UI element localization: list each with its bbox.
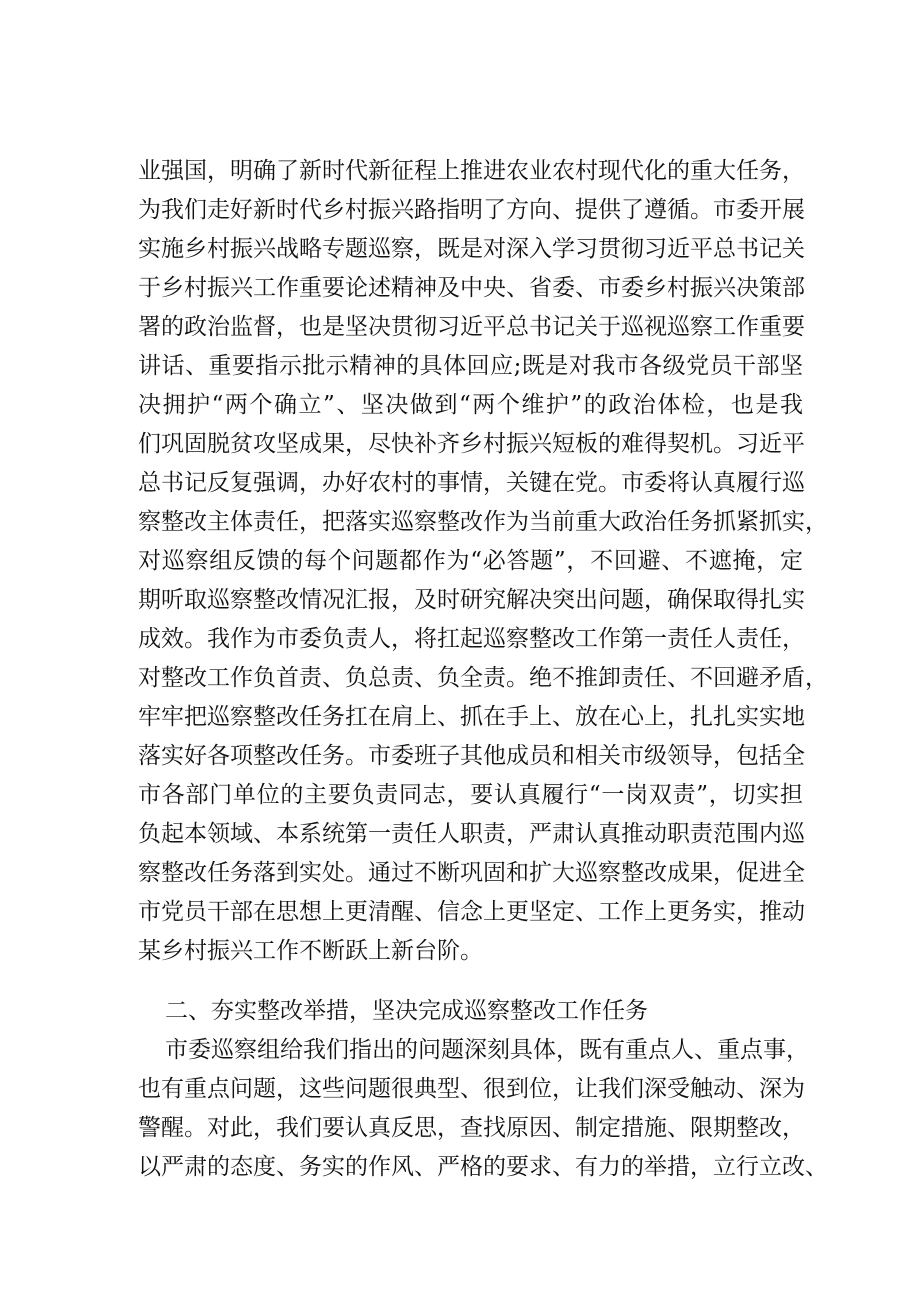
- paragraph-line: 署的政治监督，也是坚决贯彻习近平总书记关于巡视巡察工作重要: [138, 314, 805, 340]
- paragraph-line: 期听取巡察整改情况汇报，及时研究解决突出问题，确保取得扎实: [138, 587, 805, 613]
- paragraph-line: 实施乡村振兴战略专题巡察，既是对深入学习贯彻习近平总书记关: [138, 236, 805, 262]
- paragraph-line: 负起本领域、本系统第一责任人职责，严肃认真推动职责范围内巡: [138, 821, 805, 847]
- paragraph-line: 讲话、重要指示批示精神的具体回应;既是对我市各级党员干部坚: [138, 353, 803, 379]
- paragraph-line: 以严肃的态度、务实的作风、严格的要求、有力的举措，立行立改、: [138, 1154, 828, 1180]
- document-page: [138, 152, 828, 1187]
- paragraph-line: 决拥护“两个确立”、坚决做到“两个维护”的政治体检，也是我: [138, 392, 803, 418]
- paragraph-line: 牢牢把巡察整改任务扛在肩上、抓在手上、放在心上，扎扎实实地: [138, 704, 805, 730]
- paragraph-line: 市各部门单位的主要负责同志，要认真履行“一岗双责”，切实担: [138, 782, 803, 808]
- paragraph-1: [138, 152, 828, 971]
- paragraph-line: 业强国，明确了新时代新征程上推进农业农村现代化的重大任务，: [138, 158, 805, 184]
- paragraph-line: 也有重点问题，这些问题很典型、很到位，让我们深受触动、深为: [138, 1076, 805, 1102]
- paragraph-line: 某乡村振兴工作不断跃上新台阶。: [138, 938, 483, 964]
- paragraph-line: 察整改主体责任，把落实巡察整改作为当前重大政治任务抓紧抓实，: [138, 509, 828, 535]
- paragraph-line: 于乡村振兴工作重要论述精神及中央、省委、市委乡村振兴决策部: [138, 275, 805, 301]
- paragraph-line: 对整改工作负首责、负总责、负全责。绝不推卸责任、不回避矛盾，: [138, 665, 828, 691]
- paragraph-line: 市委巡察组给我们指出的问题深刻具体，既有重点人、重点事，: [165, 1037, 809, 1063]
- paragraph-line: 总书记反复强调，办好农村的事情，关键在党。市委将认真履行巡: [138, 470, 805, 496]
- paragraph-line: 警醒。对此，我们要认真反思，查找原因、制定措施、限期整改，: [138, 1115, 805, 1141]
- section-heading: 二、夯实整改举措，坚决完成巡察整改工作任务: [165, 998, 648, 1024]
- paragraph-2: [138, 1031, 828, 1187]
- paragraph-line: 成效。我作为市委负责人，将扛起巡察整改工作第一责任人责任，: [138, 626, 805, 652]
- paragraph-line: 们巩固脱贫攻坚成果，尽快补齐乡村振兴短板的难得契机。习近平: [138, 431, 805, 457]
- paragraph-line: 市党员干部在思想上更清醒、信念上更坚定、工作上更务实，推动: [138, 899, 805, 925]
- paragraph-gap: [138, 971, 803, 991]
- paragraph-line: 对巡察组反馈的每个问题都作为“必答题”，不回避、不遮掩，定: [138, 548, 803, 574]
- paragraph-line: 察整改任务落到实处。通过不断巩固和扩大巡察整改成果，促进全: [138, 860, 805, 886]
- paragraph-line: 落实好各项整改任务。市委班子其他成员和相关市级领导，包括全: [138, 743, 805, 769]
- paragraph-line: 为我们走好新时代乡村振兴路指明了方向、提供了遵循。市委开展: [138, 197, 805, 223]
